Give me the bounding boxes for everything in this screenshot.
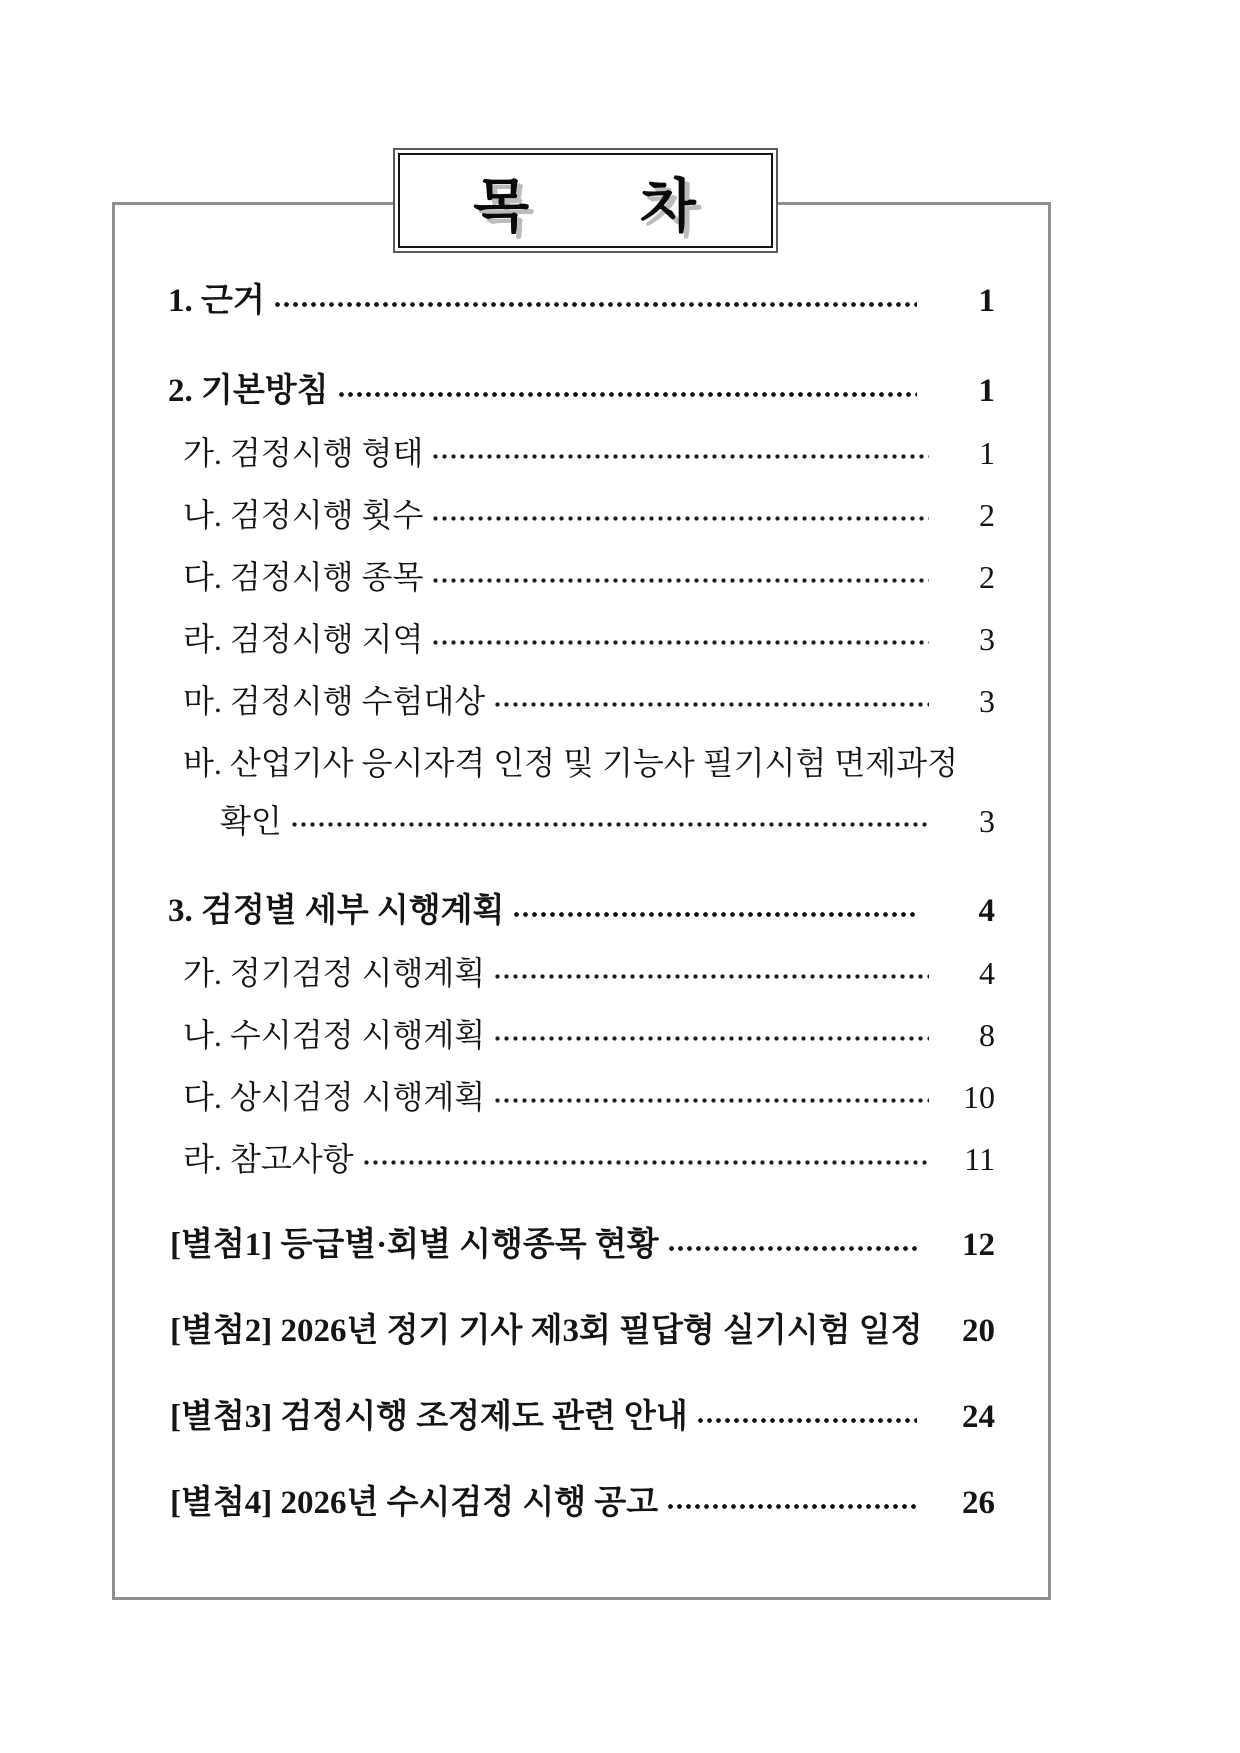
- dot-leader: [493, 1097, 929, 1104]
- toc-entry-appendix-3: [162, 1398, 995, 1436]
- dot-leader: [431, 639, 929, 646]
- dot-leader: [273, 301, 917, 308]
- toc-entry-label: 1. 근거: [168, 283, 265, 319]
- toc-entry-page: 1: [978, 283, 995, 319]
- toc-entry-appendix-1: [162, 1226, 995, 1264]
- toc-entry-section-3: [162, 892, 995, 930]
- toc-entry-label: [별첨2] 2026년 정기 기사 제3회 필답형 실기시험 일정: [170, 1313, 923, 1349]
- toc-title-box: [393, 148, 778, 253]
- toc-entry-label: 마. 검정시행 수험대상: [183, 683, 486, 719]
- toc-entry-page: 3: [979, 803, 995, 839]
- toc-entry-label: [별첨3] 검정시행 조정제도 관련 안내: [170, 1399, 688, 1435]
- toc-entry-label: 나. 수시검정 시행계획: [183, 1017, 486, 1053]
- dot-leader: [493, 1035, 929, 1042]
- toc-entry-page: 20: [962, 1313, 995, 1349]
- toc-entry-page: 24: [962, 1399, 995, 1435]
- toc-entry-label: [별첨1] 등급별·회별 시행종목 현황: [170, 1227, 659, 1263]
- toc-entry-sub-3a: [162, 954, 995, 992]
- toc-entry-sub-3d: [162, 1140, 995, 1178]
- toc-entry-sub-2b: [162, 496, 995, 534]
- toc-entry-sub-2f-line2: [162, 802, 995, 840]
- dot-leader: [667, 1245, 917, 1252]
- dot-leader: [431, 453, 929, 460]
- dot-leader: [431, 577, 929, 584]
- toc-entry-appendix-4: [162, 1484, 995, 1522]
- toc-entry-label: 라. 검정시행 지역: [183, 621, 424, 657]
- toc-entry-label-continued: 확인: [220, 803, 282, 839]
- toc-entry-page: 2: [979, 497, 995, 533]
- toc-entry-page: 26: [962, 1485, 995, 1521]
- toc-entry-label: 가. 정기검정 시행계획: [183, 955, 486, 991]
- toc-entry-section-1: [162, 282, 995, 320]
- toc-entry-label: 바. 산업기사 응시자격 인정 및 기능사 필기시험 면제과정: [183, 745, 958, 781]
- toc-entry-label: 나. 검정시행 횟수: [183, 497, 424, 533]
- page-title: 목 차: [473, 173, 698, 239]
- toc-entry-page: 8: [979, 1017, 995, 1053]
- toc-entry-sub-2c: [162, 558, 995, 596]
- dot-leader: [431, 515, 929, 522]
- toc-entry-page: 4: [979, 955, 995, 991]
- toc-entry-label: 가. 검정시행 형태: [183, 435, 424, 471]
- toc-entry-section-2: [162, 372, 995, 410]
- toc-title-inner-frame: [398, 153, 773, 248]
- toc-entry-sub-3b: [162, 1016, 995, 1054]
- toc-entry-page: 4: [978, 893, 995, 929]
- dot-leader: [290, 821, 929, 828]
- toc-entry-sub-2a: [162, 434, 995, 472]
- toc-entry-appendix-2: [162, 1312, 995, 1350]
- dot-leader: [512, 911, 917, 918]
- dot-leader: [493, 973, 929, 980]
- toc-entry-label: 라. 참고사항: [183, 1141, 354, 1177]
- dot-leader: [696, 1417, 917, 1424]
- table-of-contents: [162, 282, 995, 1522]
- toc-entry-sub-2f-line1: [162, 744, 995, 782]
- dot-leader: [337, 391, 917, 398]
- toc-entry-page: 3: [979, 683, 995, 719]
- toc-entry-label: 다. 상시검정 시행계획: [183, 1079, 486, 1115]
- toc-entry-page: 10: [963, 1079, 995, 1115]
- toc-entry-label: [별첨4] 2026년 수시검정 시행 공고: [170, 1485, 659, 1521]
- toc-entry-label: 다. 검정시행 종목: [183, 559, 424, 595]
- toc-entry-page: 1: [978, 373, 995, 409]
- toc-entry-sub-3c: [162, 1078, 995, 1116]
- dot-leader: [362, 1159, 929, 1166]
- toc-entry-page: 2: [979, 559, 995, 595]
- toc-entry-label: 3. 검정별 세부 시행계획: [168, 893, 505, 929]
- toc-entry-page: 12: [962, 1227, 995, 1263]
- dot-leader: [666, 1503, 917, 1510]
- toc-entry-page: 11: [964, 1141, 995, 1177]
- toc-entry-label: 2. 기본방침: [168, 373, 329, 409]
- dot-leader: [493, 701, 929, 708]
- toc-entry-page: 1: [979, 435, 995, 471]
- toc-entry-page: 3: [979, 621, 995, 657]
- toc-entry-sub-2e: [162, 682, 995, 720]
- toc-entry-sub-2d: [162, 620, 995, 658]
